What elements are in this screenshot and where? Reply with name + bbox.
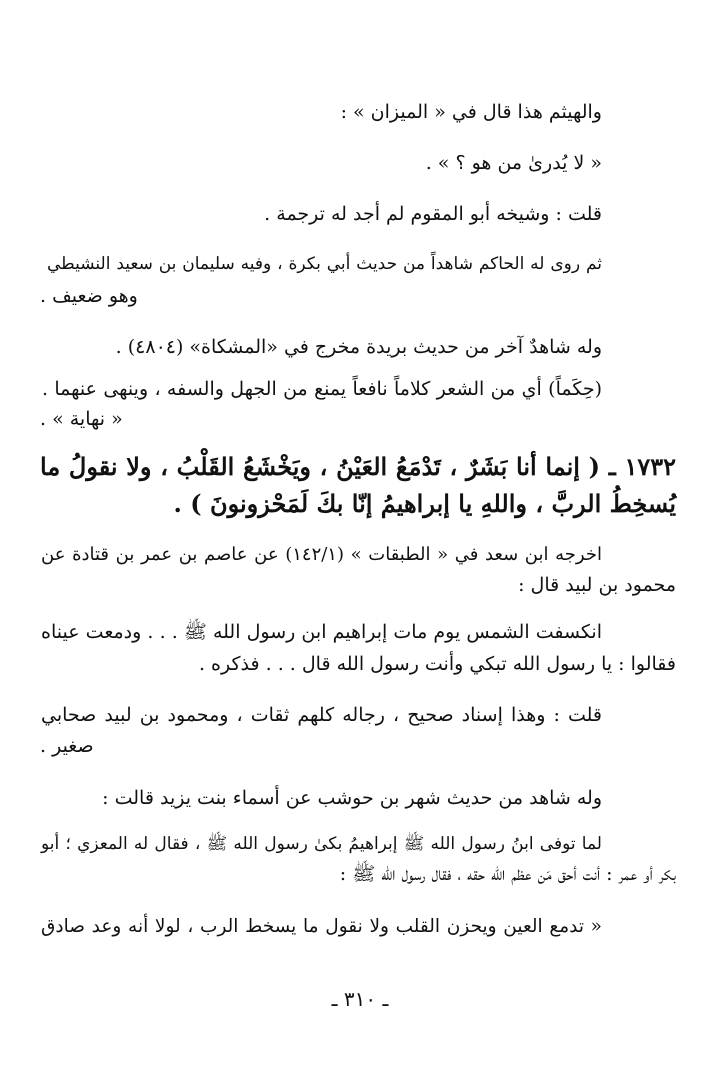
text-line: وله شاهد من حديث شهر بن حوشب عن أسماء بنت يزيد قالت : xyxy=(102,787,602,809)
text-line: وله شاهدٌ آخر من حديث بريدة مخرج في «المشكاة» (٤٨٠٤) . xyxy=(115,336,602,358)
text-line: انكسفت الشمس يوم مات إبراهيم ابن رسول الله ﷺ . . . ودمعت عيناه xyxy=(41,621,602,643)
text-line: « نهاية » . xyxy=(40,408,123,430)
text-line: « لا يُدرىٰ من هو ؟ » . xyxy=(425,152,602,174)
text-line: فقالوا : يا رسول الله تبكي وأنت رسول الله قال . . . فذكره . xyxy=(198,653,676,675)
text-line: بكر أو عمر : أنت أحق مَن عظم الله حقه ، فقال رسول الله ﷺ : xyxy=(339,863,676,885)
text-line: قلت : وهذا إسناد صحيح ، رجاله كلهم ثقات ، ومحمود بن لبيد صحابي xyxy=(41,704,602,726)
hadith-line: ١٧٣٢ ـ ( إنما أنا بَشَرٌ ، تَدْمَعُ العَيْنُ ، ويَخْشَعُ القَلْبُ ، ولا نقولُ ما xyxy=(40,452,676,481)
text-line: وهو ضعيف . xyxy=(40,285,138,307)
text-line: صغير . xyxy=(40,735,94,757)
text-line: لما توفى ابنُ رسول الله ﷺ إبراهيمُ بكىٰ رسول الله ﷺ ، فقال له المعزي ؛ أبو xyxy=(41,834,602,854)
text-line: « تدمع العين ويحزن القلب ولا نقول ما يسخط الرب ، لولا أنه وعد صادق xyxy=(41,916,602,937)
text-line: قلت : وشيخه أبو المقوم لم أجد له ترجمة . xyxy=(264,203,602,225)
hadith-line: يُسخِطُ الربَّ ، واللهِ يا إبراهيمُ إنّا بكَ لَمَحْزونونَ ) . xyxy=(173,489,676,518)
page-number: ـ ٣١٠ ـ xyxy=(331,987,389,1011)
text-line: والهيثم هذا قال في « الميزان » : xyxy=(340,101,602,123)
text-line: ثم روى له الحاكم شاهداً من حديث أبي بكرة ، وفيه سليمان بن سعيد النشيطي xyxy=(47,254,602,274)
text-line: محمود بن لبيد قال : xyxy=(518,574,676,596)
text-line: (حِكَماً) أي من الشعر كلاماً نافعاً يمنع من الجهل والسفه ، وينهى عنهما . xyxy=(42,378,602,400)
text-line: اخرجه ابن سعد في « الطبقات » (١٤٢/١) عن عاصم بن عمر بن قتادة عن xyxy=(41,544,602,565)
